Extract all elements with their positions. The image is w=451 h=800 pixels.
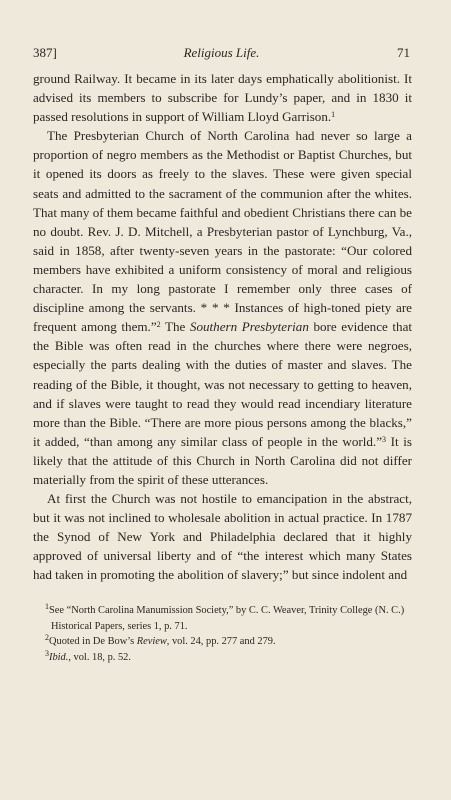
text-run: It is likely that the attitude of this Church in North Carolina did not differ materially from the spirit of these utterances. [33,433,412,487]
page-number: 71 [397,45,410,60]
text-run: ground Railway. It became in its later days emphatically abolitionist. It advised its members to subscribe for Lundy’s paper, and in 1830 it passed resolutions in support of William Lloyd Garrison. [33,71,412,125]
text-run: , vol. 18, p. 52. [68,651,131,663]
footnote-marker: 1 [45,602,49,611]
footnote-marker: 3 [45,648,49,658]
italic-text: Southern Presbyterian [189,319,309,335]
text-run: At first the Church was not hostile to emancipation in the abstract, but it was not inclined to wholesale abolition in actual practice. In 1787 the Synod of New York and Philadelphia declared that it highly approved of universal liberty and of “the interest which many States had taken in promoting the abolition of slavery;” but since indolent and [33,491,412,583]
body-text [33,69,412,585]
footnotes [33,603,412,665]
paragraph [33,489,412,584]
paragraph [33,126,412,489]
chapter-title: Religious Life. [183,45,260,60]
text-run: , vol. 24, pp. 277 and 279. [166,636,276,648]
italic-text: Review [136,636,167,648]
footnote [33,603,412,634]
footnote [33,650,412,666]
italic-text: Ibid. [49,651,69,663]
running-head [33,45,410,61]
footnote-marker: 2 [45,633,49,643]
section-reference: 387] [33,45,57,60]
footnote-marker: 2 [156,320,161,330]
text-run: Quoted in De Bow’s [49,636,137,648]
paragraph [33,69,412,126]
footnote [33,634,412,650]
footnote-marker: 1 [331,110,336,120]
text-run: The [160,319,190,335]
text-run: See “North Carolina Manumission Society,” by C. C. Weaver, Trinity College (N. C.) Historical Papers, series 1, p. 71. [49,605,405,632]
text-run: bore evidence that the Bible was often read in the churches where there were negroes, especially the parts dealing with the duties of master and slaves. The reading of the Bible, it thought, was not necessary to getting to heaven, and if slaves were taught to read they would read incendiary literature more than the Bible. “There are more pious persons among the blacks,” it added, “than among any similar class of people in the world.” [33,319,413,449]
text-run: The Presbyterian Church of North Carolina had never so large a proportion of negro members as the Methodist or Baptist Churches, but it opened its doors as freely to the slaves. These were given special seats and admitted to the sacrament of the communion after the whites. That many of them became faithful and obedient Christians there can be no doubt. Rev. J. D. Mitchell, a Presbyterian pastor of Lynchburg, Va., said in 1858, after twenty-seven years in the pastorate: “Our colored members have exhibited a uniform consistency of moral and religious character. In my long pastorate I remember only three cases of discipline among the servants. * * * Instances of high-toned piety are frequent among them.” [33,128,412,335]
footnote-marker: 3 [382,434,387,444]
